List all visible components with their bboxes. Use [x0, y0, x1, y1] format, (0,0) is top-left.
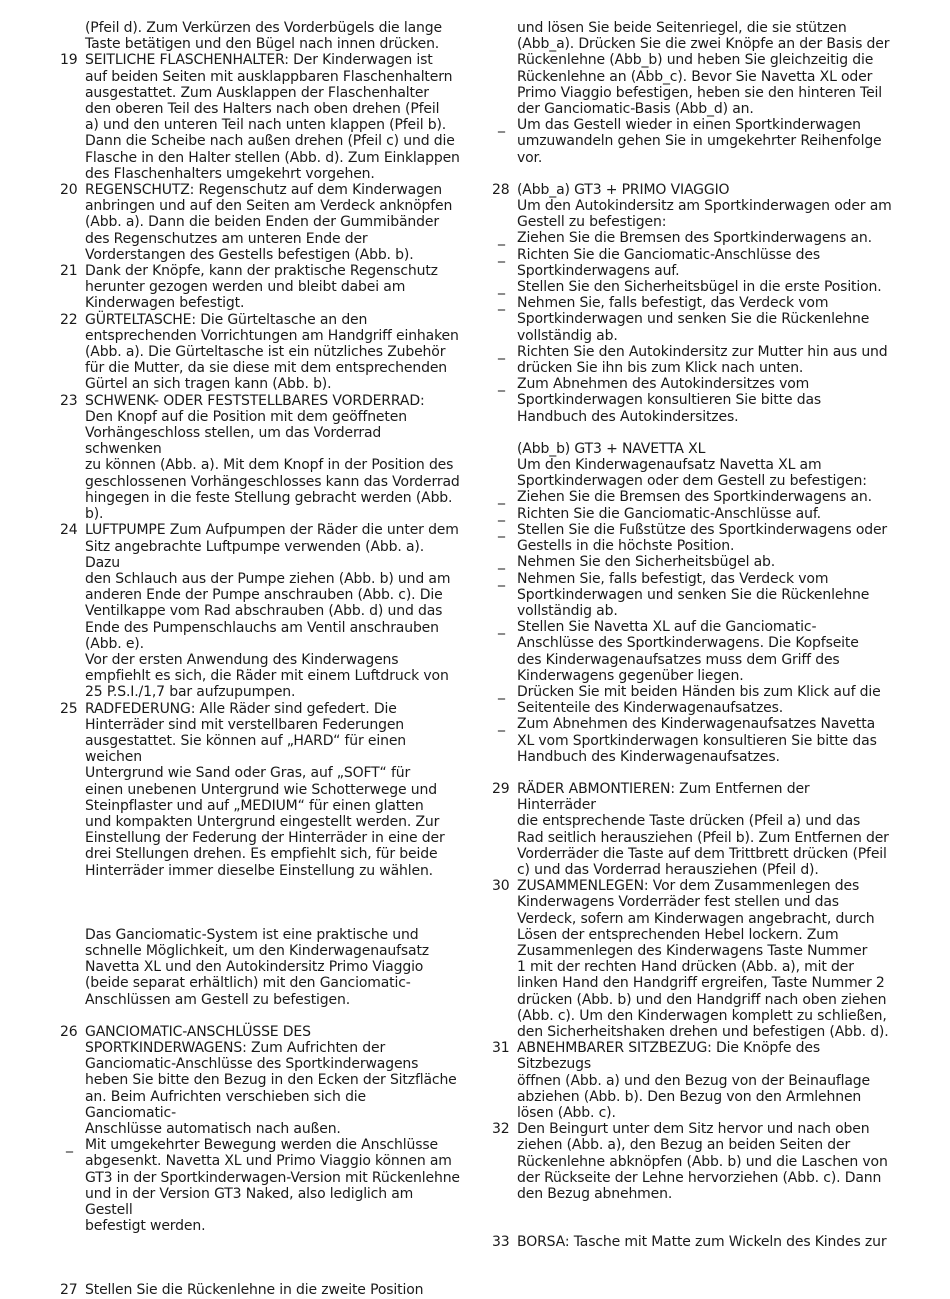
- bullet-item: [492, 376, 892, 425]
- bullet-text: Mit umgekehrter Bewegung werden die Anschlüsse abgesenkt. Navetta XL und Primo Viaggio können am GT3 in der Sportkinderwagen-Version mit Rückenlehne und in der Version GT3 Naked, also lediglich am Gestell befestigt werden.: [85, 1137, 460, 1235]
- spacer: [60, 1250, 460, 1266]
- bullet-mark: _: [498, 619, 505, 636]
- bullet-text: Ziehen Sie die Bremsen des Sportkinderwagens an.: [517, 230, 872, 247]
- bullet-mark: _: [66, 1137, 73, 1154]
- bullet-mark: _: [498, 376, 505, 393]
- bullet-mark: _: [498, 117, 505, 134]
- bullet-text: Stellen Sie die Fußstütze des Sportkinderwagens oder Gestells in die höchste Position.: [517, 521, 888, 555]
- numbered-item: [60, 263, 460, 312]
- bullet-item: [492, 344, 892, 376]
- bullet-text: Drücken Sie mit beiden Händen bis zum Klick auf die Seitenteile des Kinderwagenaufsatzes.: [517, 683, 881, 717]
- item-text: GÜRTELTASCHE: Die Gürteltasche an den entsprechenden Vorrichtungen am Handgriff einhaken (Abb. a). Die Gürteltasche ist ein nützliches Zubehör für die Mutter, da sie diese mit dem entsprechenden Gürtel an sich tragen kann (Abb. b).: [85, 311, 459, 393]
- bullet-text: Nehmen Sie, falls befestigt, das Verdeck vom Sportkinderwagen und senken Sie die Rückenlehne vollständig ab.: [517, 295, 870, 344]
- item-text: RÄDER ABMONTIEREN: Zum Entfernen der Hinterräder die entsprechende Taste drücken (Pfeil a) und das Rad seitlich herausziehen (Pfeil b). Zum Entfernen der Vorderräder die Taste auf dem Trittbrett drücken (Pfeil c) und das Vorderrad herausziehen (Pfeil d).: [517, 780, 889, 878]
- item-text: Dank der Knöpfe, kann der praktische Regenschutz herunter gezogen werden und bleibt dabei am Kinderwagen befestigt.: [85, 263, 438, 312]
- bullet-item: [492, 230, 892, 246]
- bullet-mark: _: [498, 295, 505, 312]
- numbered-item: [492, 1040, 892, 1121]
- bullet-item: [492, 295, 892, 344]
- item-number: 29: [492, 780, 510, 797]
- numbered-item: [60, 1024, 460, 1137]
- paragraph: und lösen Sie beide Seitenriegel, die sie stützen (Abb_a). Drücken Sie die zwei Knöpfe an der Basis der Rückenlehne (Abb_b) und heben Sie gleichzeitig die Rückenlehne an (Abb_c). Bevor Sie Navetta XL oder Primo Viaggio befestigen, heben sie den hinteren Teil der Ganciomatic-Basis (Abb_d) an.: [517, 20, 890, 118]
- numbered-item: [60, 701, 460, 879]
- item-number: 26: [60, 1023, 78, 1040]
- bullet-item: [492, 117, 892, 166]
- numbered-item: [492, 878, 892, 1040]
- bullet-mark: _: [498, 683, 505, 700]
- bullet-mark: _: [498, 230, 505, 247]
- item-text: ZUSAMMENLEGEN: Vor dem Zusammenlegen des Kinderwagens Vorderräder fest stellen und das Verdeck, sofern am Kinderwagen angebracht, durch Lösen der entsprechenden Hebel lockern. Zum Zusammenlegen des Kinderwagens Taste Nummer 1 mit der rechten Hand drücken (Abb. a), mit der linken Hand den Handgriff ergreifen, Taste Nummer 2 drücken (Abb. b) und den Handgriff nach oben ziehen (Abb. c). Um den Kinderwagen komplett zu schließen, den Sicherheitshaken drehen und befestigen (Abb. d).: [517, 878, 889, 1040]
- item-number: 20: [60, 182, 78, 199]
- numbered-item: [492, 182, 892, 231]
- bullet-item: [492, 716, 892, 765]
- numbered-item: [492, 1121, 892, 1202]
- item-number: 28: [492, 181, 510, 198]
- numbered-item: [492, 1234, 892, 1250]
- spacer: [60, 1234, 460, 1250]
- bullet-text: Ziehen Sie die Bremsen des Sportkinderwagens an.: [517, 489, 872, 506]
- item-text: SCHWENK- ODER FESTSTELLBARES VORDERRAD: Den Knopf auf die Position mit dem geöffneten Vorhängeschloss stellen, um das Vorderrad schwenken zu können (Abb. a). Mit dem Knopf in der Position des geschlossenen Vorhängeschlosses kann das Vorderrad hingegen in die feste Stellung gebracht werden (Abb. b).: [85, 392, 460, 523]
- paragraph: (Abb_b) GT3 + NAVETTA XL Um den Kinderwagenaufsatz Navetta XL am Sportkinderwagen oder dem Gestell zu befestigen:: [517, 440, 867, 490]
- numbered-item: [60, 393, 460, 523]
- bullet-text: Nehmen Sie, falls befestigt, das Verdeck vom Sportkinderwagen und senken Sie die Rückenlehne vollständig ab.: [517, 570, 870, 619]
- item-number: 32: [492, 1121, 510, 1138]
- spacer: [60, 1008, 460, 1024]
- item-number: 30: [492, 878, 510, 895]
- item-number: 24: [60, 522, 78, 539]
- item-text: SEITLICHE FLASCHENHALTER: Der Kinderwagen ist auf beiden Seiten mit ausklappbaren Flaschenhaltern ausgestattet. Zum Ausklappen der Flaschenhalter den oberen Teil des Halters nach oben drehen (Pfeil a) und den unteren Teil nach unten klappen (Pfeil b). Dann die Scheibe nach außen drehen (Pfeil c) und die Flasche in den Halter stellen (Abb. d). Zum Einklappen des Flaschenhalters umgekehrt vorgehen.: [85, 52, 460, 182]
- bullet-item: [492, 279, 892, 295]
- spacer: [492, 1218, 892, 1234]
- continued-text: (Pfeil d). Zum Verkürzen des Vorderbügels die lange Taste betätigen und den Bügel nach innen drücken.: [85, 20, 442, 53]
- numbered-item: [492, 781, 892, 878]
- spacer: [60, 879, 460, 895]
- item-text: Stellen Sie die Rückenlehne in die zweite Position: [85, 1282, 424, 1299]
- spacer: [60, 1266, 460, 1282]
- bullet-mark: _: [498, 489, 505, 506]
- item-text: Den Beingurt unter dem Sitz hervor und nach oben ziehen (Abb. a), den Bezug an beiden Seiten der Rückenlehne abknöpfen (Abb. b) und die Laschen von der Rückseite der Lehne hervorziehen (Abb. c). Dann den Bezug abnehmen.: [517, 1121, 888, 1203]
- bullet-item: [492, 522, 892, 554]
- item-text: LUFTPUMPE Zum Aufpumpen der Räder die unter dem Sitz angebrachte Luftpumpe verwenden (Abb. a). Dazu den Schlauch aus der Pumpe ziehen (Abb. b) und am anderen Ende der Pumpe anschrauben (Abb. c). Die Ventilkappe vom Rad abschrauben (Abb. d) und das Ende des Pumpenschlauchs am Ventil anschrauben (Abb. e). Vor der ersten Anwendung des Kinderwagens empfiehlt es sich, die Räder mit einem Luftdruck von 25 P.S.I./1,7 bar aufzupumpen.: [85, 522, 459, 701]
- paragraph: Das Ganciomatic-System ist eine praktische und schnelle Möglichkeit, um den Kinderwagenaufsatz Navetta XL und den Autokindersitz Primo Viaggio (beide separat erhältlich) mit den Ganciomatic- Anschlüssen am Gestell zu befestigen.: [85, 926, 430, 1008]
- bullet-item: [492, 684, 892, 716]
- bullet-mark: _: [498, 505, 505, 522]
- spacer: [492, 425, 892, 441]
- numbered-item: [60, 1282, 460, 1298]
- bullet-item: [60, 1137, 460, 1234]
- bullet-item: [492, 247, 892, 279]
- left-column: [60, 20, 460, 1299]
- item-text: (Abb_a) GT3 + PRIMO VIAGGIO Um den Autokindersitz am Sportkinderwagen oder am Gestell zu befestigen:: [517, 181, 892, 231]
- item-number: 31: [492, 1040, 510, 1057]
- bullet-text: Zum Abnehmen des Autokindersitzes vom Sportkinderwagen konsultieren Sie bitte das Handbuch des Autokindersitzes.: [517, 376, 822, 425]
- item-number: 33: [492, 1234, 510, 1251]
- bullet-mark: _: [498, 279, 505, 296]
- spacer: [492, 1202, 892, 1218]
- bullet-text: Zum Abnehmen des Kinderwagenaufsatzes Navetta XL vom Sportkinderwagen konsultieren Sie bitte das Handbuch des Kinderwagenaufsatzes.: [517, 716, 877, 765]
- item-number: 19: [60, 52, 78, 69]
- bullet-text: Richten Sie die Ganciomatic-Anschlüsse auf.: [517, 505, 821, 522]
- spacer: [492, 765, 892, 781]
- bullet-mark: _: [498, 716, 505, 733]
- numbered-item: [60, 312, 460, 393]
- bullet-item: [492, 489, 892, 505]
- bullet-mark: _: [498, 343, 505, 360]
- bullet-text: Um das Gestell wieder in einen Sportkinderwagen umzuwandeln gehen Sie in umgekehrter Reihenfolge vor.: [517, 117, 882, 166]
- numbered-item: [60, 182, 460, 263]
- item-number: 23: [60, 392, 78, 409]
- spacer: [60, 911, 460, 927]
- spacer: [60, 895, 460, 911]
- bullet-text: Richten Sie die Ganciomatic-Anschlüsse des Sportkinderwagens auf.: [517, 246, 821, 279]
- item-text: GANCIOMATIC-ANSCHLÜSSE DES SPORTKINDERWAGENS: Zum Aufrichten der Ganciomatic-Anschlüsse des Sportkinderwagens heben Sie bitte den Bezug in den Ecken der Sitzfläche an. Beim Aufrichten verschieben sich die Ganciomatic- Anschlüsse automatisch nach außen.: [85, 1023, 457, 1137]
- bullet-text: Nehmen Sie den Sicherheitsbügel ab.: [517, 554, 776, 571]
- bullet-item: [492, 506, 892, 522]
- item-text: ABNEHMBARER SITZBEZUG: Die Knöpfe des Sitzbezugs öffnen (Abb. a) und den Bezug von der Beinauflage abziehen (Abb. b). Den Bezug von den Armlehnen lösen (Abb. c).: [517, 1040, 870, 1121]
- bullet-mark: _: [498, 570, 505, 587]
- numbered-item: [60, 52, 460, 182]
- bullet-mark: _: [498, 521, 505, 538]
- bullet-item: [492, 571, 892, 620]
- item-number: 21: [60, 263, 78, 280]
- spacer: [492, 166, 892, 182]
- item-number: 25: [60, 700, 78, 717]
- item-text: REGENSCHUTZ: Regenschutz auf dem Kinderwagen anbringen und auf den Seiten am Verdeck anknöpfen (Abb. a). Dann die beiden Enden der Gummibänder des Regenschutzes am unteren Ende der Vorderstangen des Gestells befestigen (Abb. b).: [85, 182, 453, 263]
- bullet-text: Stellen Sie den Sicherheitsbügel in die erste Position.: [517, 279, 882, 296]
- numbered-item: [60, 522, 460, 700]
- bullet-item: [492, 554, 892, 570]
- bullet-mark: _: [498, 246, 505, 263]
- item-text: RADFEDERUNG: Alle Räder sind gefedert. Die Hinterräder sind mit verstellbaren Federungen ausgestattet. Sie können auf „HARD“ für einen weichen Untergrund wie Sand oder Gras, auf „SOFT“ für einen unebenen Untergrund wie Schotterwege und Steinpflaster und auf „MEDIUM“ für einen glatten und kompakten Untergrund eingestellt werden. Zur Einstellung der Federung der Hinterräder in eine der drei Stellungen drehen. Es empfiehlt sich, für beide Hinterräder immer dieselbe Einstellung zu wählen.: [85, 700, 445, 879]
- item-number: 27: [60, 1282, 78, 1299]
- bullet-text: Richten Sie den Autokindersitz zur Mutter hin aus und drücken Sie ihn bis zum Klick nach unten.: [517, 343, 888, 377]
- bullet-item: [492, 619, 892, 684]
- item-number: 22: [60, 311, 78, 328]
- bullet-mark: _: [498, 554, 505, 571]
- right-column: [492, 20, 892, 1250]
- item-text: BORSA: Tasche mit Matte zum Wickeln des Kindes zur: [517, 1234, 887, 1251]
- bullet-text: Stellen Sie Navetta XL auf die Ganciomatic- Anschlüsse des Sportkinderwagens. Die Kopfseite des Kinderwagenaufsatzes muss dem Griff des Kinderwagens gegenüber liegen.: [517, 619, 859, 684]
